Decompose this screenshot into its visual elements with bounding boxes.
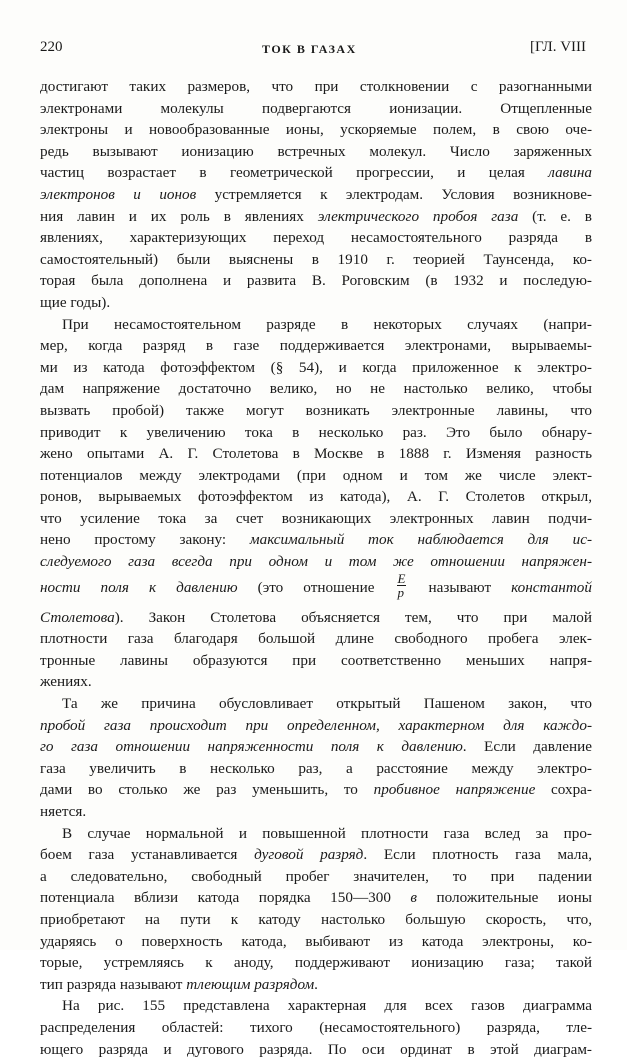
text-line: тронные лавины образуются при соответственно меньших напря-: [40, 651, 592, 669]
text-line: щие годы).: [40, 293, 111, 311]
law-italic: ности поля к давлению: [40, 578, 238, 596]
fraction-numerator: E: [397, 570, 406, 586]
text-line: мер, когда разряд в газе поддерживается электронами, вырываемы-: [40, 337, 592, 355]
text-line: электронов и ионов устремляется к электродам. Условия возникнове-: [40, 185, 592, 203]
text-line: электронами молекулы подвергаются ионизации. Отщепленные: [40, 99, 592, 117]
text-line: приводит к увеличению тока в несколько раз. Это было обнару-: [40, 423, 592, 441]
text-line: потенциалов между электродами (при одном и том же числе элект-: [40, 466, 592, 484]
text-line: частиц возрастает в геометрической прогрессии, и целая лавина: [40, 164, 592, 182]
text-line: дами во столько же раз уменьшить, то пробивное напряжение сохра-: [40, 781, 592, 799]
text-line: жениях.: [40, 673, 92, 691]
fraction-e-over-p: [397, 572, 407, 599]
text-line: ронов, вырываемых фотоэффектом из катода), А. Г. Столетов открыл,: [40, 488, 592, 506]
text-line: достигают таких размеров, что при столкновении с разогнанными: [40, 78, 592, 95]
text-line: На рис. 155 представлена характерная для всех газов диаграмма: [62, 997, 592, 1015]
text-line: [40, 551, 592, 573]
law-italic: пробой газа происходит при определенном, характерном для каждо-: [40, 716, 592, 734]
text-line: потенциала вблизи катода порядка 150—300 в положительные ионы: [40, 889, 592, 907]
text-line: го газа отношении напряженности поля к давлению. Если давление: [40, 738, 592, 756]
text-line: ударяясь о поверхность катода, выбивают из катода электроны, ко-: [40, 932, 592, 950]
text-line: ющего разряда и дугового разряда. По оси ординат в этой диаграм-: [40, 1040, 592, 1058]
text-line: газа увеличить в несколько раз, а расстояние между электро-: [40, 759, 592, 777]
text-line: самостоятельный) были выяснены в 1910 г. теорией Таунсенда, ко-: [40, 250, 592, 268]
text-line: При несамостоятельном разряде в некоторых случаях (напри-: [62, 315, 592, 333]
body-text: [40, 76, 592, 1060]
text-line: явлениях, характеризующих переход несамостоятельного разряда в: [40, 229, 592, 247]
text-line: жено опытами А. Г. Столетова в Москве в 1888 г. Изменяя разность: [40, 445, 592, 463]
text-line: [40, 715, 592, 737]
term-italic: дуговой разряд: [254, 846, 364, 864]
text-line: что усиление тока за счет возникающих электронных лавин подчи-: [40, 509, 592, 527]
law-italic: максимальный ток наблюдается для ис-: [249, 531, 593, 549]
law-italic: го газа отношении напряженности поля к давлению: [40, 738, 463, 756]
text-line: Та же причина обусловливает открытый Пашеном закон, что: [62, 695, 592, 713]
text-line: ности поля к давлению (это отношение $\frac{E}{p}$ называют константой: [40, 570, 592, 600]
running-title: ТОК В ГАЗАХ: [262, 42, 357, 56]
text-line: ми из катода фотоэффектом (§ 54), и когда приложенное к электро-: [40, 358, 592, 376]
text-line: торые, устремляясь к аноду, поддерживают ионизацию газа; такой: [40, 954, 592, 972]
term-italic: лавина: [548, 164, 592, 182]
text-line: распределения областей: тихого (несамостоятельного) разряда, тле-: [40, 1018, 592, 1036]
term-italic: Столетова: [40, 608, 115, 626]
text-line: дам напряжение достаточно велико, но не настолько велико, чтобы: [40, 380, 592, 398]
text-line: нено простому закону: максимальный ток наблюдается для ис-: [40, 531, 593, 549]
text-line: вызвать пробой) также могут возникать электронные лавины, что: [40, 401, 592, 419]
term-italic: электронов и ионов: [40, 185, 197, 203]
term-italic: константой: [511, 578, 592, 596]
text-line: В случае нормальной и повышенной плотности газа вслед за про-: [62, 824, 592, 842]
term-italic: тлеющим разрядом: [186, 975, 315, 993]
chapter-label: [ГЛ. VIII: [530, 39, 587, 55]
law-italic: следуемого газа всегда при одном и том же отношении напряжен-: [40, 553, 592, 571]
fraction-denominator: p: [397, 584, 405, 600]
text-line: ния лавин и их роль в явлениях электрического пробоя газа (т. е. в: [40, 207, 592, 225]
text-line: плотности газа благодаря большой длине свободного пробега элек-: [40, 630, 592, 648]
text-line: приобретают на пути к катоду настолько большую скорость, что,: [40, 910, 592, 928]
text-line: электроны и новообразованные ионы, ускоряемые полем, в свою оче-: [40, 121, 592, 139]
text-line: редь вызывают ионизацию встречных молекул. Число заряженных: [40, 142, 592, 160]
term-italic: электрического пробоя газа: [317, 207, 519, 225]
term-italic: пробивное напряжение: [373, 781, 536, 799]
text-line: няется.: [40, 803, 87, 820]
text-line: тип разряда называют тлеющим разрядом.: [40, 975, 318, 993]
text-line: торая была дополнена и развита В. Роговским (в 1932 и последую-: [40, 272, 592, 290]
text-line: Столетова). Закон Столетова объясняется тем, что при малой: [40, 608, 592, 626]
unit-italic: в: [410, 889, 418, 907]
text-line: боем газа устанавливается дуговой разряд. Если плотность газа мала,: [40, 846, 592, 864]
page-number: 220: [40, 39, 63, 55]
text-line: а следовательно, свободный пробег значителен, то при падении: [40, 867, 592, 885]
